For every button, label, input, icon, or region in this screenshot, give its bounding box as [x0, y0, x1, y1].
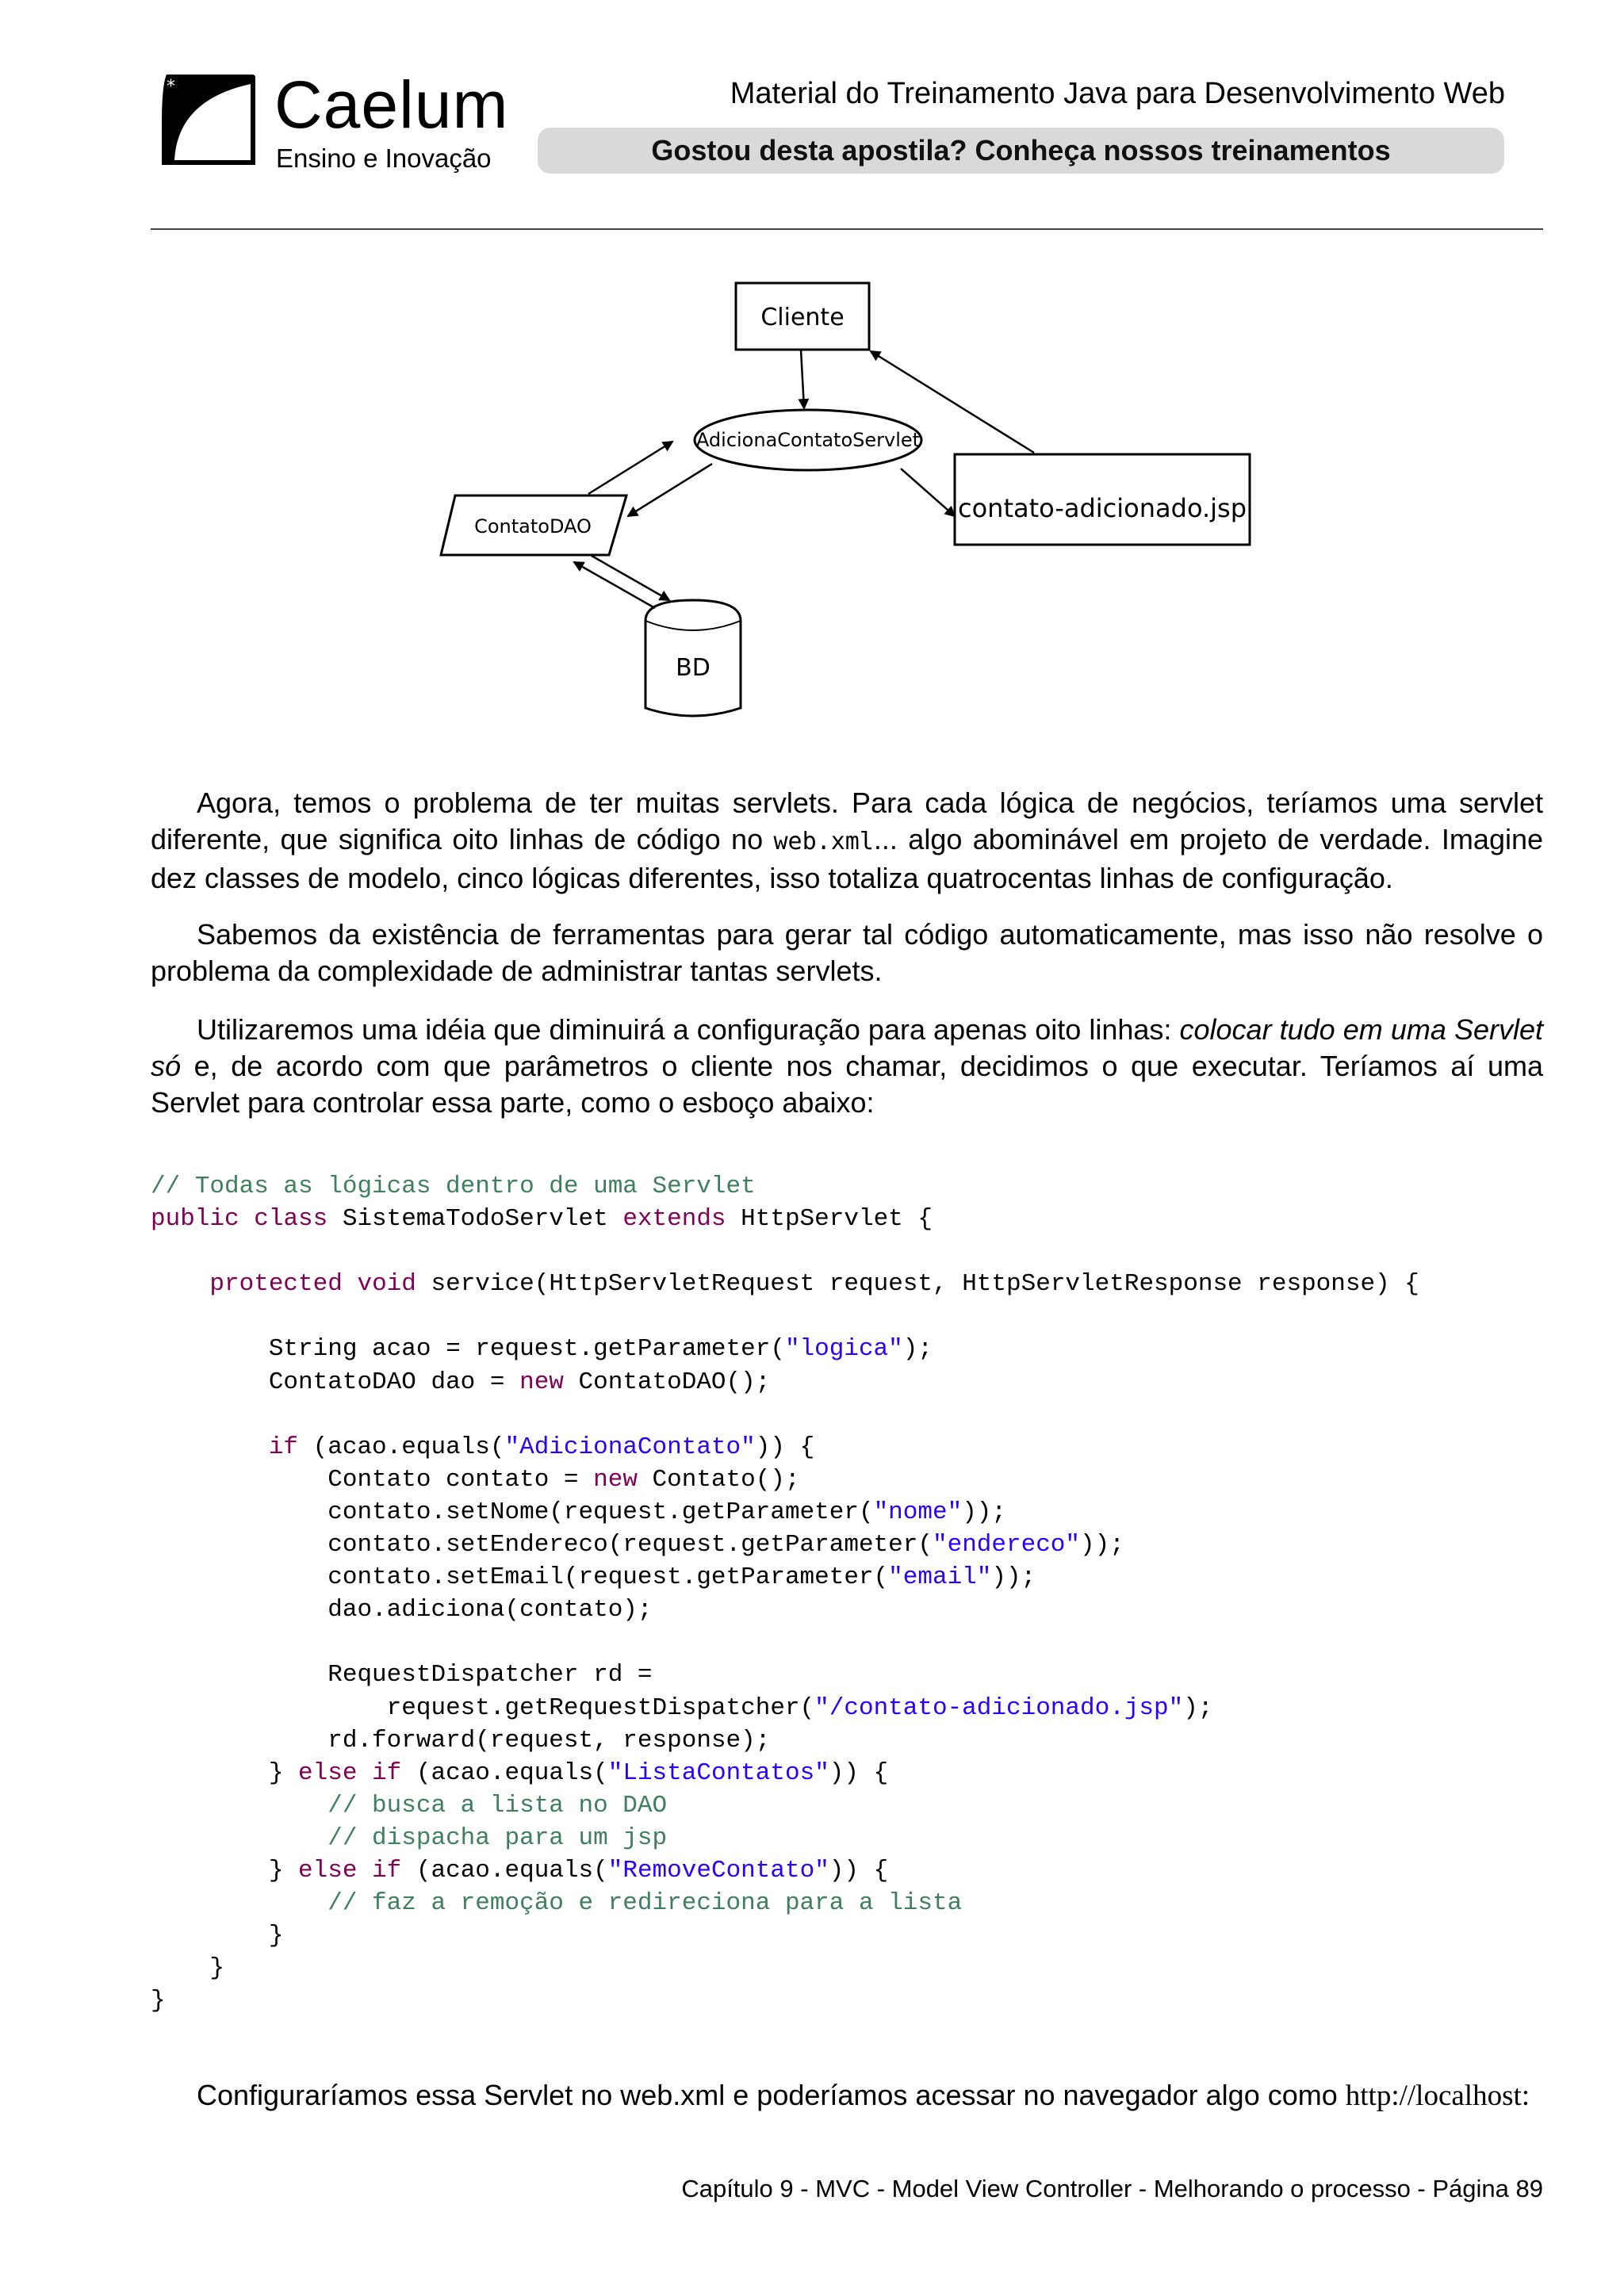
node-servlet-label: AdicionaContatoServlet [695, 429, 921, 451]
logo-tagline: Ensino e Inovação [276, 144, 492, 173]
arrow-cliente-servlet [801, 350, 804, 408]
paragraph-configure-servlet: Configuraríamos essa Servlet no web.xml e poderíamos acessar no navegador algo como http://localhost: [197, 2079, 1530, 2112]
mvc-flow-diagram [428, 274, 1269, 725]
logo-mark-icon [155, 68, 259, 171]
header-divider [151, 228, 1543, 230]
material-title: Material do Treinamento Java para Desenvolvimento Web [730, 77, 1505, 110]
node-dao-label: ContatoDAO [474, 515, 592, 538]
paragraph-tools: Sabemos da existência de ferramentas para gerar tal código automaticamente, mas isso não resolve o problema da complexidade de administrar tantas servlets. [151, 918, 1543, 987]
arrow-servlet-jsp [901, 469, 955, 516]
logo-name: Caelum [274, 67, 509, 142]
arrow-dao-servlet [588, 442, 672, 494]
svg-text:*: * [167, 77, 175, 97]
node-jsp [955, 454, 1250, 545]
inline-code-webxml: web.xml [773, 828, 874, 855]
paragraph-many-servlets: Agora, temos o problema de ter muitas servlets. Para cada lógica de negócios, teríamos uma servlet diferente, que significa oito linhas de código no web.xml... algo abominável em projeto de verdade. Imagine dez classes de modelo, cinco lógicas diferentes, isso totaliza quatrocentas linhas de configuração. [151, 786, 1544, 894]
node-servlet [695, 410, 921, 470]
node-bd [645, 600, 741, 716]
node-cliente-label: Cliente [760, 304, 845, 331]
paragraph-single-servlet: Utilizaremos uma idéia que diminuirá a configuração para apenas oito linhas: colocar tudo em uma Servlet só e, de acordo com que parâmetros o cliente nos chamar, decidimos o que executar. Teríamos aí uma Servlet para controlar essa parte, como o esboço abaixo: [151, 1013, 1543, 1119]
page-footer: Capítulo 9 - MVC - Model View Controller - Melhorando o processo - Página 89 [681, 2175, 1543, 2202]
code-listing: // Todas as lógicas dentro de uma Servlet public class SistemaTodoServlet extends HttpServlet { protected void service(HttpServletRequest request, HttpServletResponse response) { String acao = request.getParameter("logica"); ContatoDAO dao = new ContatoDAO(); if (acao.equals("AdicionaContato")) { Contato contato = new Contato(); contato.setNome(request.getParameter("nome")); contato.setEndereco(request.getParameter("endereco")); contato.setEmail(request.getParameter("email")); dao.adiciona(contato); RequestDispatcher rd = request.getRequestDispatcher("/contato-adicionado.jsp"); rd.forward(request, response); } else if (acao.equals("ListaContatos")) { // busca a lista no DAO // dispacha para um jsp } else if (acao.equals("RemoveContato")) { // faz a remoção e redireciona para a lista } } } [151, 1173, 1419, 2015]
caelum-logo [155, 67, 509, 178]
node-cliente [736, 283, 869, 350]
promo-link[interactable]: Gostou desta apostila? Conheça nossos treinamentos [538, 128, 1504, 174]
arrow-servlet-dao [628, 464, 712, 516]
node-jsp-label: contato-adicionado.jsp [957, 493, 1247, 523]
node-bd-label: BD [676, 654, 710, 682]
localhost-url: http://localhost: [1345, 2080, 1530, 2112]
node-dao [441, 496, 626, 555]
